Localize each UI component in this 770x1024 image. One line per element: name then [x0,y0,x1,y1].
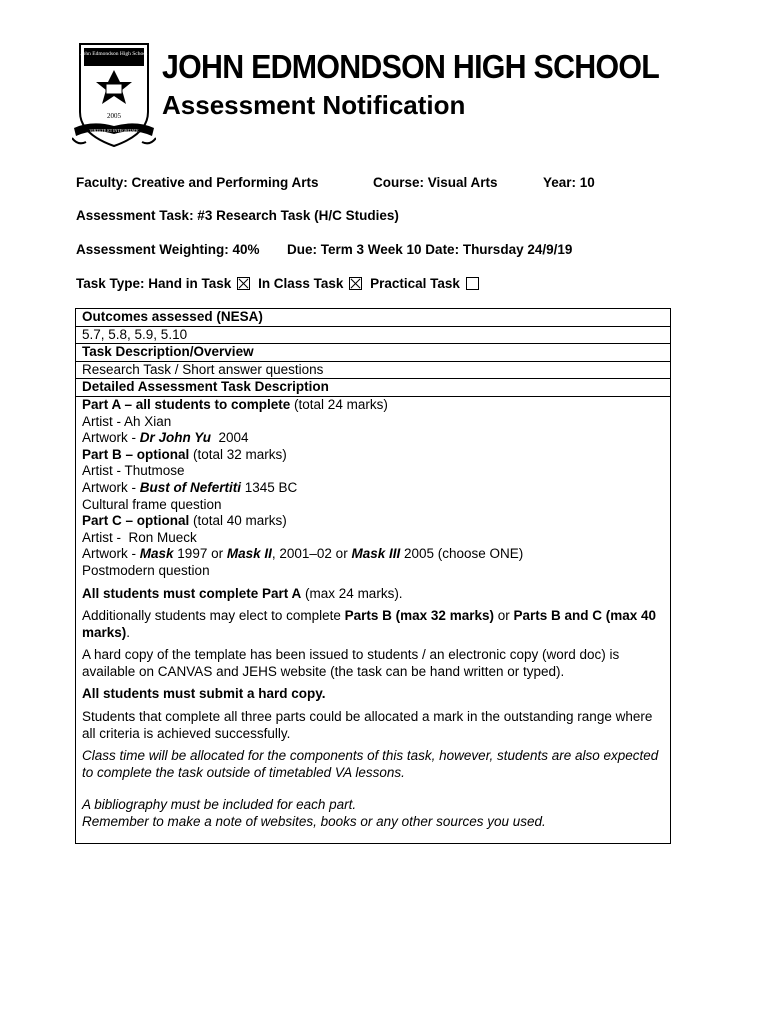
year-label: Year: 10 [543,175,595,190]
part-c-heading: Part C – optional (total 40 marks) [82,513,287,529]
task-type-row [76,276,483,291]
info-row-faculty [76,175,595,190]
sources-note: Remember to make a note of websites, books or any other sources you used. [82,814,546,830]
practical-label: Practical Task [370,276,460,291]
svg-text:John Edmondson High School: John Edmondson High School [80,51,148,57]
in-class-checkbox [349,277,362,290]
outcomes-value: 5.7, 5.8, 5.9, 5.10 [76,327,670,345]
document-title: Assessment Notification [162,90,466,120]
in-class-label: In Class Task [258,276,344,291]
part-c-question: Postmodern question [82,562,210,578]
bibliography-note: A bibliography must be included for each part. [82,797,357,813]
part-b-question: Cultural frame question [82,496,222,512]
part-a-artwork: Artwork - Dr John Yu 2004 [82,430,249,446]
svg-text:2005: 2005 [107,112,121,120]
course-label: Course: Visual Arts [373,175,498,190]
faculty-label: Faculty: Creative and Performing Arts [76,175,319,190]
assessment-task: Assessment Task: #3 Research Task (H/C Studies) [76,208,399,223]
svg-text:VIRTUTE ET INTEGRITATE: VIRTUTE ET INTEGRITATE [89,128,139,133]
detail-body [76,397,670,843]
part-a-heading: Part A – all students to complete (total 24 marks) [82,396,388,412]
school-name: JOHN EDMONDSON HIGH SCHOOL [162,48,660,85]
part-b-artist: Artist - Thutmose [82,463,185,479]
part-b-heading: Part B – optional (total 32 marks) [82,446,287,462]
part-a-artist: Artist - Ah Xian [82,413,172,429]
part-b-artwork: Artwork - Bust of Nefertiti 1345 BC [82,479,298,495]
practical-checkbox [466,277,479,290]
weighting-label: Assessment Weighting: 40% [76,242,260,257]
part-c-artwork: Artwork - Mask 1997 or Mask II, 2001–02 or Mask III 2005 (choose ONE) [82,546,524,562]
additional-parts: Additionally students may elect to complete Parts B (max 32 marks) or Parts B and C (max 40 marks). [82,608,657,640]
detail-header: Detailed Assessment Task Description [76,379,670,397]
due-label: Due: Term 3 Week 10 Date: Thursday 24/9/19 [287,242,573,257]
hand-in-label: Task Type: Hand in Task [76,276,232,291]
part-c-artist: Artist - Ron Mueck [82,529,197,545]
hard-copy-info: A hard copy of the template has been issued to students / an electronic copy (word doc) is available on CANVAS and JEHS website (the task can be hand written or typed). [82,647,620,679]
submit-hard-copy: All students must submit a hard copy. [82,686,326,702]
outstanding-range: Students that complete all three parts could be allocated a mark in the outstanding range where all criteria is achieved successfully. [82,709,653,741]
class-time-note: Class time will be allocated for the components of this task, however, students are also expected to complete the task outside of timetabled VA lessons. [82,748,659,780]
assessment-table [75,308,671,844]
info-row-weighting [76,242,573,257]
school-crest-logo [72,42,156,154]
hand-in-checkbox [237,277,250,290]
overview-value: Research Task / Short answer questions [76,362,670,380]
overview-header: Task Description/Overview [76,344,670,362]
all-must-complete: All students must complete Part A (max 24 marks). [82,585,403,601]
outcomes-header: Outcomes assessed (NESA) [76,309,670,327]
